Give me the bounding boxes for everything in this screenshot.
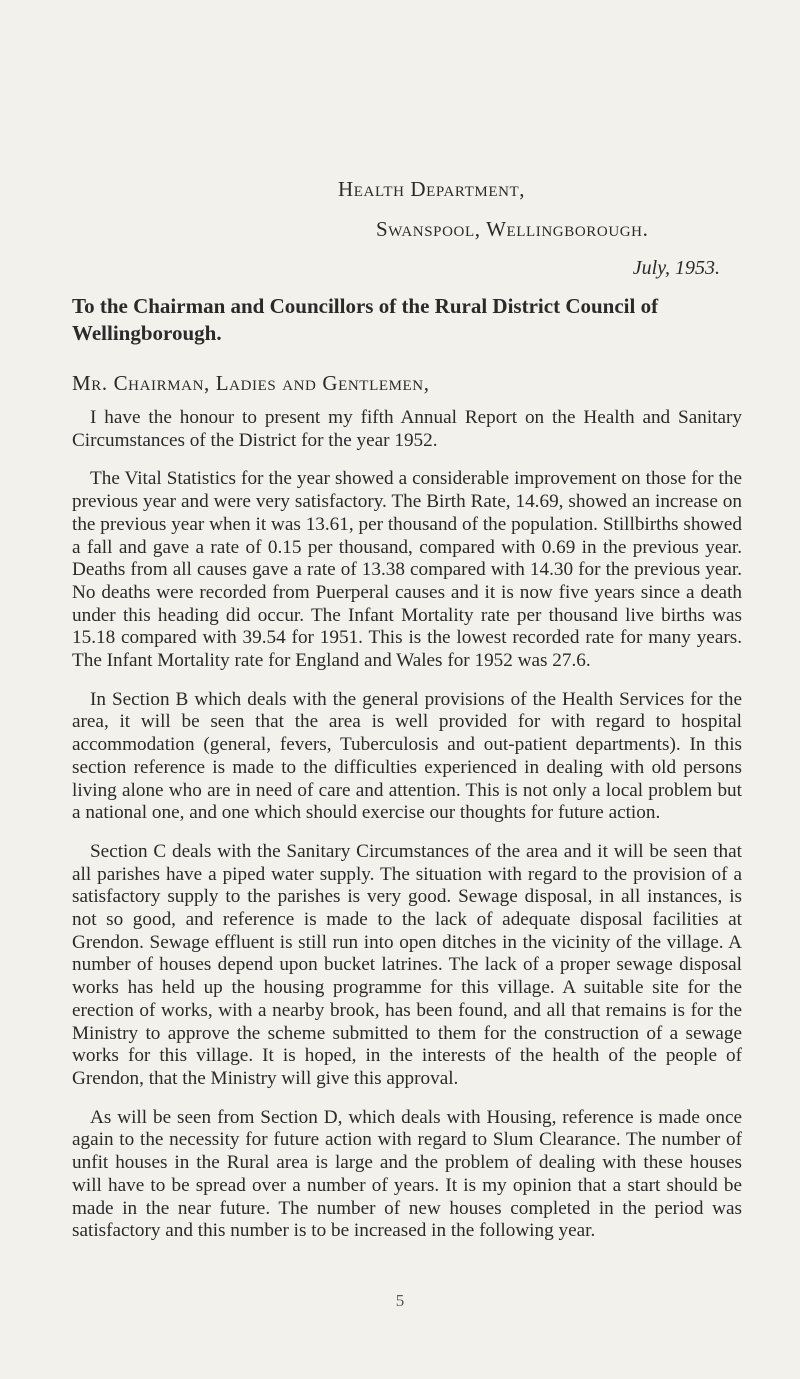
paragraph-vital-statistics: The Vital Statistics for the year showed a considerable improvement on those for the previous year and were very satisfactory. The Birth Rate, 14.69, showed an increase on the previous year when it was 13.61, per thousand of the population. Stillbirths showed a fall and gave a rate of 0.15 per thousand, compared with 0.69 in the previous year. Deaths from all causes gave a rate of 13.38 compared with 14.30 for the previous year. No deaths were recorded from Puerperal causes and it is now five years since a death under this heading did occur. The Infant Mortality rate per thousand live births was 15.18 compared with 39.54 for 1951. This is the lowest recorded rate for many years. The Infant Mortality rate for England and Wales for 1952 was 27.6. (72, 468, 742, 672)
department-heading: Health Department, (338, 177, 526, 201)
report-body (72, 407, 742, 1259)
report-date: July, 1953. (632, 257, 720, 279)
paragraph-introduction: I have the honour to present my fifth Annual Report on the Health and Sanitary Circumstances of the District for the year 1952. (72, 407, 742, 451)
salutation: Mr. Chairman, Ladies and Gentlemen, (72, 371, 430, 395)
paragraph-section-c: Section C deals with the Sanitary Circumstances of the area and it will be seen that all parishes have a piped water supply. The situation with regard to the provision of a satisfactory supply to the parishes is very good. Sewage disposal, in all instances, is not so good, and reference is made to the lack of adequate disposal facilities at Grendon. Sewage effluent is still run into open ditches in the vicinity of the village. A number of houses depend upon bucket latrines. The lack of a proper sewage disposal works has held up the housing programme for this village. A suitable site for the erection of works, with a nearby brook, has been found, and all that remains is for the Ministry to approve the scheme submitted to them for the construction of a sewage works for this village. It is hoped, in the interests of the health of the people of Grendon, that the Ministry will give this approval. (72, 840, 742, 1089)
paragraph-section-b: In Section B which deals with the general provisions of the Health Services for the area, it will be seen that the area is well provided for with regard to hospital accommodation (general, fevers, Tuberculosis and out-patient departments). In this section reference is made to the difficulties experienced in dealing with old persons living alone who are in need of care and attention. This is not only a local problem but a national one, and one which should exercise our thoughts for future action. (72, 688, 742, 824)
addressee: To the Chairman and Councillors of the Rural District Council of Wellingborough. (72, 294, 659, 345)
page-number: 5 (395, 1291, 405, 1310)
paragraph-section-d: As will be seen from Section D, which deals with Housing, reference is made once again to the necessity for future action with regard to Slum Clearance. The number of unfit houses in the Rural area is large and the problem of dealing with these houses will have to be spread over a number of years. It is my opinion that a start should be made in the near future. The number of new houses completed in the period was satisfactory and this number is to be increased in the following year. (72, 1106, 742, 1242)
address-line: Swanspool, Wellingborough. (376, 217, 649, 241)
